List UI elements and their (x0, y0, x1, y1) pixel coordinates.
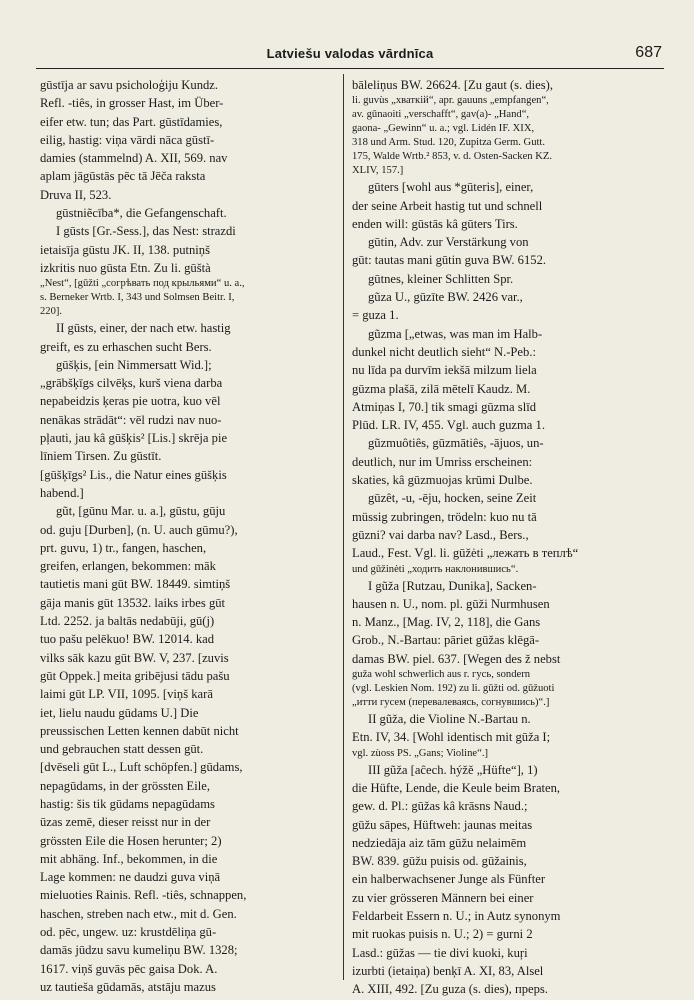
text-line: li. guvùs „хваткій“, apr. gauuns „empfangen“, (352, 95, 549, 107)
text-line: s. Berneker Wrtb. I, 343 und Solmsen Beitr. I, (40, 292, 235, 304)
text-line: iet, lielu naudu gūdams U.] Die (40, 705, 199, 720)
text-line: guža wohl schwerlich aus r. гусь, sondern (352, 669, 531, 681)
text-line: „Nest“, [gūžti „согрѣвать под крыльями“ u. a., (40, 278, 245, 290)
text-line: vgl. zùoss PS. „Gans; Violine“.] (352, 747, 488, 759)
text-line: gũzma [„etwas, was man im Halb- (368, 326, 543, 341)
text-line: laimi gūt LP. VII, 1095. [viņš karā (40, 687, 213, 702)
text-line: vilks sāk kazu gūt BW. V, 237. [zuvis (40, 650, 229, 665)
text-line: gūstīja ar savu psicholoģiju Kundz. (40, 78, 219, 92)
text-line: nu līda pa durvīm iekšā milzum liela (352, 363, 537, 378)
text-line: izurbti (ietaiņa) benķī A. XI, 83, Alsel (352, 963, 544, 978)
text-line: gūzêt, -u, -ēju, hocken, seine Zeit (368, 491, 537, 506)
text-line: gūzni? vai darba nav? Lasd., Bers., (352, 527, 529, 542)
text-line: hausen n. U., nom. pl. gūži Nurmhusen (352, 596, 550, 611)
column-divider (343, 74, 344, 980)
text-line: izkritis nuo gūsta Etn. Zu li. gūštà (40, 260, 211, 275)
text-line: gūtin, Adv. zur Verstärkung von (368, 235, 529, 250)
text-line: bāleliņus BW. 26624. [Zu gaut (s. dies), (352, 78, 554, 92)
text-line: Druva II, 523. (40, 187, 112, 202)
text-line: gew. d. Pl.: gūžas kâ krāsns Naud.; (352, 799, 528, 814)
text-line: gũza U., gūzīte BW. 2426 var., (368, 290, 523, 305)
text-line: preussischen Letten kennen dabūt nicht (40, 723, 239, 738)
text-line: I gũža [Rutzau, Dunika], Sacken- (368, 578, 537, 593)
text-line: I gūsts [Gr.-Sess.], das Nest: strazdi (56, 224, 236, 239)
text-line: od. pēc, ungew. uz: krustdēliņa gū- (40, 925, 217, 940)
text-line: Laud., Fest. Vgl. li. gūžėti „лежать в теплѣ“ (352, 546, 579, 561)
page-number: 687 (635, 44, 662, 61)
text-line: XLIV, 157.] (352, 165, 404, 177)
text-line: Lage kommen: ne daudzi guva viņā (40, 870, 221, 885)
left-column (40, 76, 342, 996)
text-line: n. Manz., [Mag. IV, 2, 118], die Gans (352, 615, 541, 630)
text-line: „итти гусем (перевалеваясь, согнувшись)“.] (352, 697, 550, 709)
text-line: damas BW. piel. 637. [Wegen des ž nebst (352, 651, 561, 666)
text-line: mieluoties Rainis. Refl. -tiês, schnappen, (40, 888, 247, 903)
text-line: gūžu sāpes, Hüftweh: jaunas meitas (352, 817, 533, 832)
text-line: gũzmuôtiês, gūzmātiês, -ājuos, un- (368, 436, 544, 451)
text-line: od. guju [Durben], (n. U. auch gūmu?), (40, 522, 238, 537)
text-line: [gūšķīgs² Lis., die Natur eines gūšķis (40, 467, 227, 482)
text-line: eilig, hastig: viņa vārdi nāca gūstī- (40, 132, 215, 147)
text-line: habend.] (40, 485, 84, 500)
text-line: 318 und Arm. Stud. 120, Zupitza Germ. Gutt. (352, 137, 546, 149)
text-line: müssig zubringen, trödeln: kuo nu tā (352, 509, 537, 524)
text-line: nenākas strādāt“: vēl rudzi nav nuo- (40, 412, 222, 427)
text-line: līniem Tirsen. Zu gūstīt. (40, 449, 162, 464)
text-line: Plūd. LR. IV, 455. Vgl. auch guzma 1. (352, 418, 545, 433)
text-line: dunkel nicht deutlich sieht“ N.-Peb.: (352, 344, 536, 359)
text-line: = guza 1. (352, 308, 399, 323)
text-line: Atmiņas I, 70.] tik smagi gūzma slīd (352, 399, 536, 414)
text-line: 1617. viņš guvās pēc gaisa Dok. A. (40, 961, 218, 976)
text-line: die Hüfte, Lende, die Keule beim Braten, (352, 780, 561, 795)
text-line: ūzas zemē, dieser reisst nur in der (40, 815, 211, 830)
text-line: gūstniẽcība*, die Gefangenschaft. (56, 206, 227, 221)
text-line: gūt: tautas mani gūtin guva BW. 6152. (352, 253, 547, 268)
text-line: Feldarbeit Essern n. U.; in Autz synonym (352, 908, 561, 923)
text-line: „grābšķīgs cilvēķs, kurš viena darba (40, 376, 223, 391)
text-line: gūšķis, [ein Nimmersatt Wid.]; (56, 357, 212, 372)
page-header (36, 42, 664, 69)
text-line: damies (stammelnd) A. XII, 569. nav (40, 151, 228, 166)
text-line: skaties, kâ gūzmuojas krūmi Dulbe. (352, 473, 533, 488)
text-line: Refl. -tiês, in grosser Hast, im Über- (40, 96, 224, 111)
text-line: hastig: šis tik gūdams nepagūdams (40, 796, 215, 811)
text-line: gūtnes, kleiner Schlitten Spr. (368, 271, 514, 286)
text-line: av. gūnaoiti „verschafft“, gav(a)- „Hand“, (352, 109, 530, 121)
text-line: mit ruokas puisis n. U.; 2) = gurni 2 (352, 927, 533, 942)
right-column (352, 76, 662, 998)
text-line: Etn. IV, 34. [Wohl identisch mit gūža I; (352, 730, 551, 745)
text-line: und gebrauchen statt dessen gūt. (40, 742, 204, 757)
text-line: 175, Walde Wrtb.² 853, v. d. Osten-Sacken KZ. (352, 151, 553, 163)
text-line: greift, es zu erhaschen sucht Bers. (40, 339, 212, 354)
text-line: gāja manis gūt 13532. laiks irbes gūt (40, 595, 226, 610)
text-line: mit abhäng. Inf., bekommen, in die (40, 851, 218, 866)
text-line: Grob., N.-Bartau: pāriet gūžas klēgā- (352, 633, 540, 648)
text-line: [dvēseli gūt L., Luft schöpfen.] gūdams, (40, 760, 243, 775)
text-line: aplam jāgūstās pēc tā Jēča raksta (40, 169, 206, 184)
text-line: 220]. (40, 306, 63, 318)
text-line: gũt, [gūnu Mar. u. a.], gūstu, gūju (56, 504, 226, 519)
text-line: eifer etw. tun; das Part. gūstīdamies, (40, 114, 223, 129)
text-line: Ltd. 2252. ja baltās nedabūji, gū(j) (40, 614, 215, 629)
text-line: und gūžinėti „ходить наклонившись“. (352, 563, 519, 575)
text-line: A. XIII, 492. [Zu guza (s. dies), прерs. (352, 982, 548, 997)
text-line: II gūsts, einer, der nach etw. hastig (56, 321, 231, 336)
text-line: der seine Arbeit hastig tut und schnell (352, 198, 543, 213)
text-line: gūzma plašā, zilā mētelī Kaudz. M. (352, 381, 531, 396)
text-line: gūters [wohl aus *gūteris], einer, (368, 180, 534, 195)
text-line: grössten Eile die Hosen herunter; 2) (40, 833, 222, 848)
text-line: zu vier grösseren Männern bei einer (352, 890, 534, 905)
text-line: tautietis mani gūt BW. 18449. simtiņš (40, 577, 231, 592)
text-line: enden will: gūstās kâ gūters Tirs. (352, 216, 518, 231)
text-line: damās jūdzu savu kumeliņu BW. 1328; (40, 943, 238, 958)
text-line: uz tautiešа gūdamās, atstāju mazus (40, 979, 216, 994)
text-line: nepagūdams, in der grössten Eile, (40, 778, 210, 793)
text-line: (vgl. Leskien Nom. 192) zu li. gūžti od. gūžuoti (352, 683, 555, 695)
text-line: III gũža [aĉech. hýžě „Hüfte“], 1) (368, 762, 538, 777)
running-title: Latviešu valodas vārdnīca (266, 46, 434, 61)
text-line: greifen, erlangen, bekommen: māk (40, 559, 216, 574)
text-line: nedziedāja aiz tām gūžu nelaimēm (352, 835, 527, 850)
text-line: prt. guvu, 1) tr., fangen, haschen, (40, 540, 207, 555)
text-line: gaona- „Gewinn“ u. a.; vgl. Lidén IF. XIX, (352, 123, 535, 135)
text-line: tuo pašu pelēkuo! BW. 12014. kad (40, 632, 215, 647)
text-line: ein halberwachsener Junge als Fünfter (352, 872, 546, 887)
text-line: Lasd.: gūžas — tie divi kuoki, kuŗi (352, 945, 528, 960)
text-line: ietaisīja gūstu JK. II, 138. putniņš (40, 242, 211, 257)
text-line: pļauti, jau kâ gūšķis² [Lis.] skrēja pie (40, 431, 228, 446)
text-line: gūt Oppek.] meita gribējusi tādu pašu (40, 668, 230, 683)
text-line: II gũža, die Violine N.-Bartau n. (368, 712, 531, 727)
text-line: deutlich, nur im Umriss erscheinen: (352, 454, 533, 469)
text-line: haschen, streben nach etw., mit d. Gen. (40, 906, 237, 921)
text-line: nepabeidzis ķeras pie uotra, kuo vēl (40, 394, 221, 409)
text-line: BW. 839. gūžu puisis od. gūžainis, (352, 854, 527, 869)
